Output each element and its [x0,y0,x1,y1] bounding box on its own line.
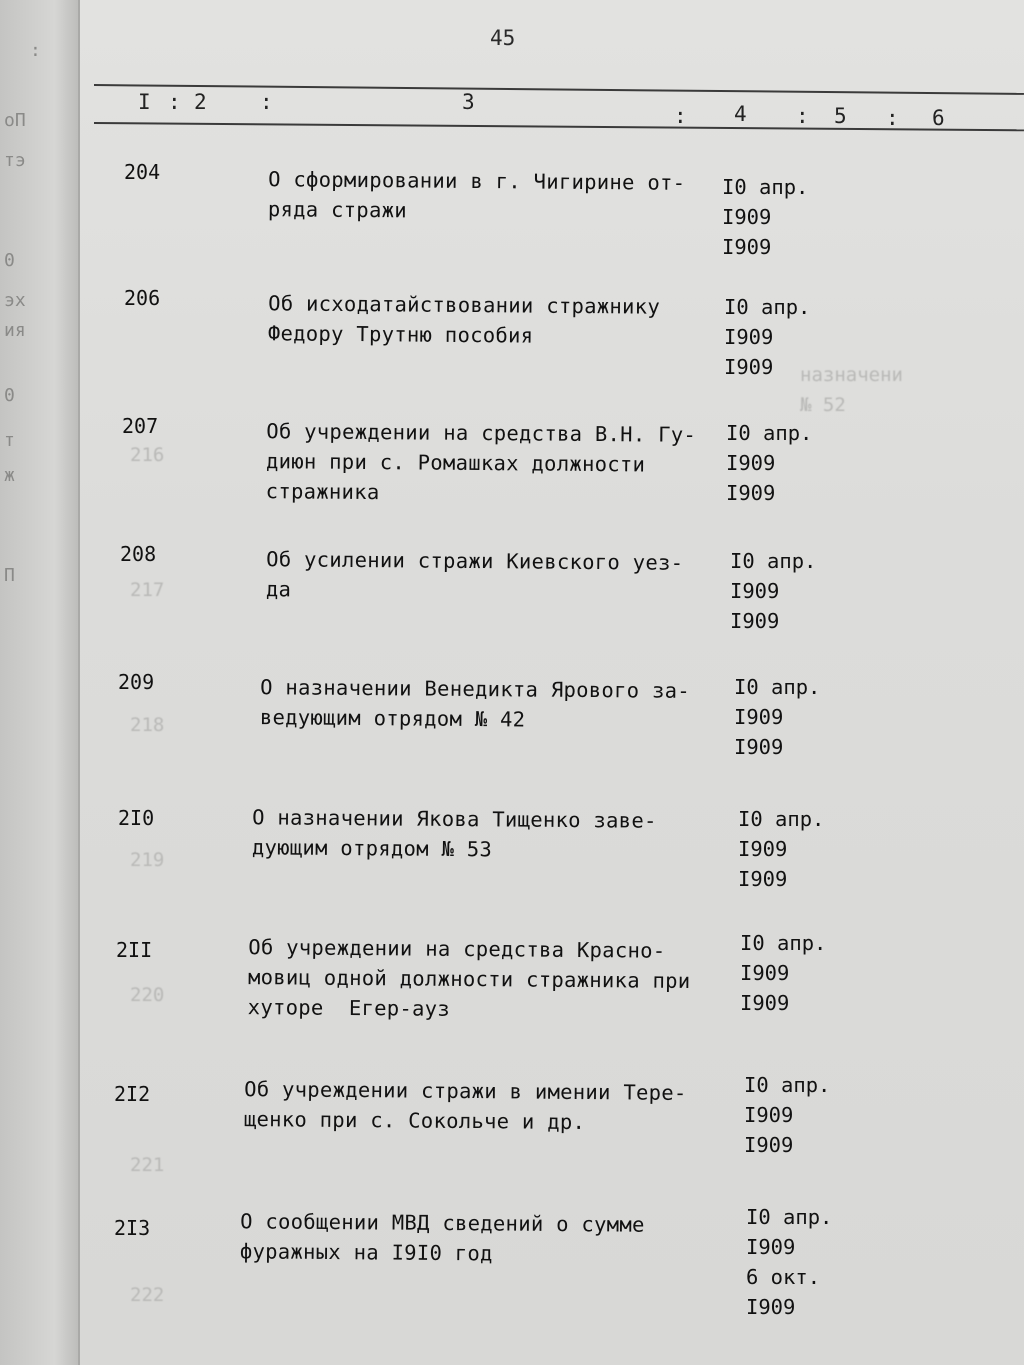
entry-dates: I0 апр. I909 I909 [738,807,825,891]
entry-number: 206 [124,286,161,310]
entry-dates: I0 апр. I909 I909 [744,1073,831,1157]
column-header-3: 3 [462,90,475,114]
entry-dates: I0 апр. I909 I909 [722,175,809,259]
bleed-through: 222 [130,1284,165,1306]
entry-title: Об учреждении стражи в имении Тере- щенко при с. Сокольче и др. [243,1077,687,1135]
entry-number: 209 [118,670,155,694]
bleed-through: 216 [130,444,165,466]
entry-dates: I0 апр. I909 I909 [726,421,813,505]
entry-title: О сформировании в г. Чигирине от- ряда стражи [267,167,686,223]
header-rule-bottom [94,122,1024,131]
entry-dates: I0 апр. I909 I909 [740,931,827,1015]
entry-number: 2II [116,938,153,962]
column-header-4: 4 [734,102,747,126]
entry-title: О сообщении МВД сведений о сумме фуражных на I9I0 год [239,1209,645,1266]
entry-number: 2I3 [114,1216,151,1240]
column-separator: : [168,90,181,114]
entry-title: О назначении Якова Тищенко заве- дующим отрядом № 53 [251,805,657,862]
bleed-through: 220 [130,984,165,1006]
entry-title: Об усилении стражи Киевского уез- да [265,547,684,602]
column-separator: : [796,104,809,128]
column-separator: : [260,90,273,114]
document-page [80,0,1024,1365]
page-number: 45 [490,26,516,50]
bleed-through: 217 [130,579,165,601]
column-header-2: 2 [194,90,207,114]
bleed-through: 218 [130,714,165,736]
entry-number: 204 [124,160,161,184]
entry-title: Об учреждении на средства Красно- мовиц одной должности стражника при хуторе Егер-ауз [247,935,691,1021]
header-rule-top [94,84,1024,95]
column-header-1: I [138,90,151,114]
bleed-through: 221 [130,1154,165,1176]
entry-number: 2I0 [118,806,155,830]
entry-dates: I0 апр. I909 I909 [724,295,811,379]
column-header-5: 5 [834,104,847,128]
entry-title: Об исходатайствовании стражнику Федору Трутню пособия [267,291,661,348]
column-separator: : [674,104,687,128]
bleed-through: назначени № 52 [800,364,903,416]
entry-number: 208 [120,542,157,566]
entry-number: 207 [122,414,159,438]
column-separator: : [886,106,899,130]
previous-page-edge: : оП тэ 0 эх ия 0 т ж П [0,0,80,1365]
entry-dates: I0 апр. I909 6 окт. I909 [746,1205,833,1319]
entry-number: 2I2 [114,1082,151,1106]
entry-dates: I0 апр. I909 I909 [730,549,817,633]
bleed-through: 219 [130,849,165,871]
entry-title: Об учреждении на средства В.Н. Гу- диюн при с. Ромашках должности стражника [265,419,697,505]
entry-title: О назначении Венедикта Ярового за- ведующим отрядом № 42 [259,675,691,732]
column-header-6: 6 [932,106,945,130]
entry-dates: I0 апр. I909 I909 [734,675,821,759]
